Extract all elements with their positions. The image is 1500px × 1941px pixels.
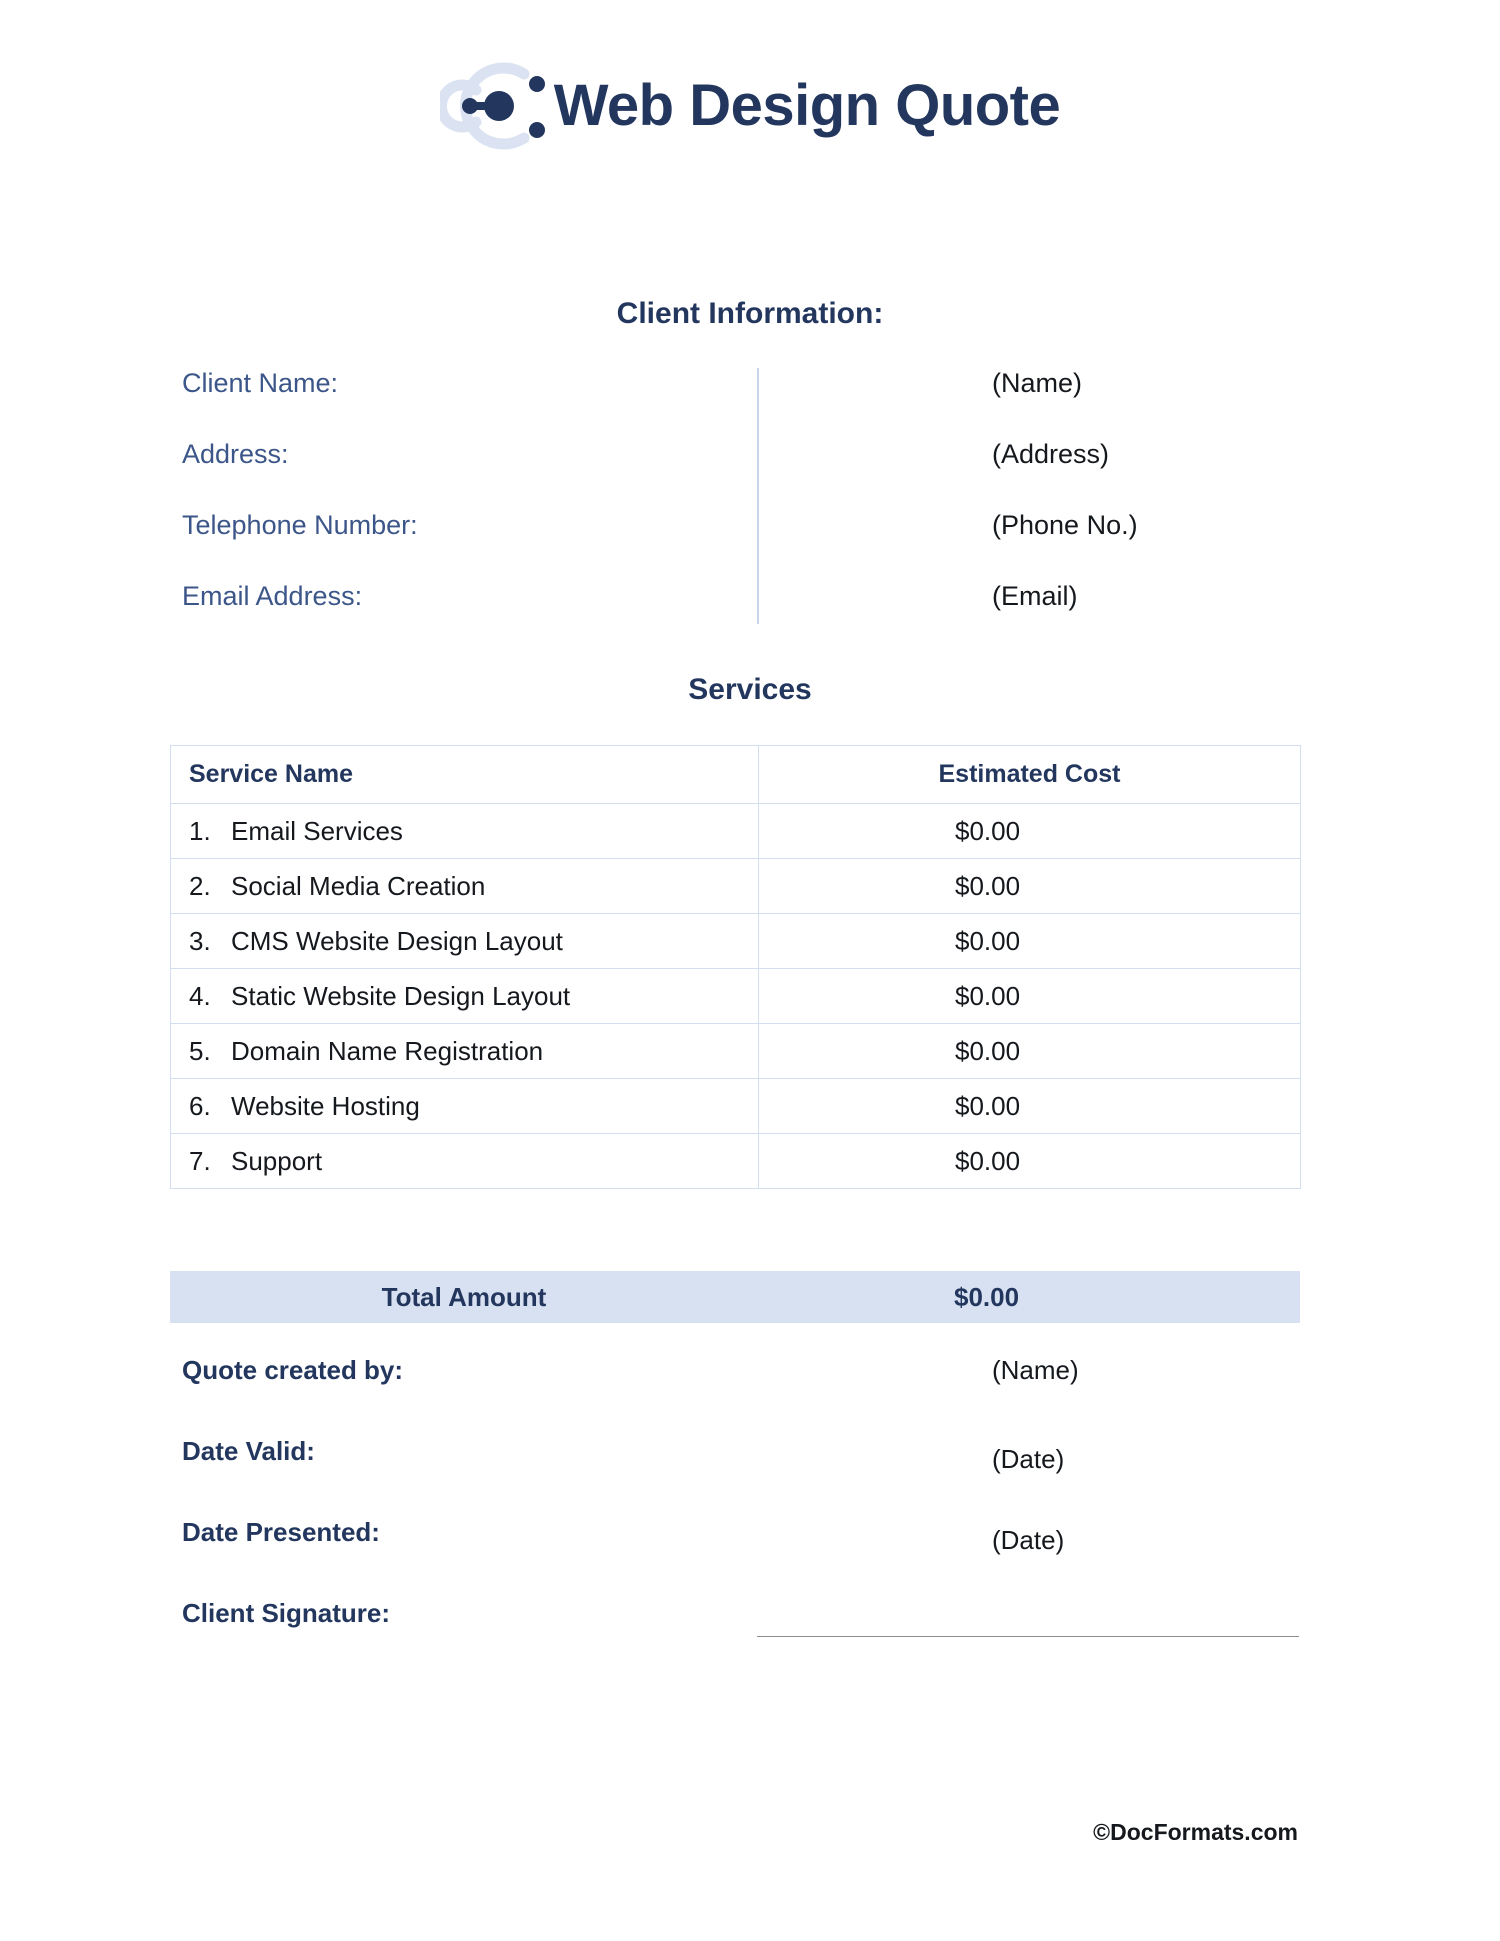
service-name-cell — [171, 969, 759, 1024]
total-amount-label: Total Amount — [381, 1281, 547, 1312]
date-presented-value[interactable]: (Date) — [992, 1525, 1065, 1555]
client-field-row — [182, 510, 1319, 581]
quote-created-by-label: Quote created by: — [182, 1355, 404, 1385]
footer-credit: ©DocFormats.com — [1093, 1819, 1298, 1845]
document-header — [0, 56, 1500, 156]
service-name-cell — [171, 1079, 759, 1134]
list-number: 1. — [189, 815, 211, 846]
service-name-cell — [171, 1024, 759, 1079]
service-cost-cell[interactable]: $0.00 — [759, 1134, 1301, 1189]
signoff-fields — [182, 1355, 1319, 1679]
column-header-estimated-cost: Estimated Cost — [759, 746, 1301, 804]
service-name-cell — [171, 859, 759, 914]
service-name-cell — [171, 1134, 759, 1189]
client-name-label: Client Name: — [182, 368, 339, 398]
services-heading: Services — [688, 673, 812, 706]
service-cost-cell[interactable]: $0.00 — [759, 969, 1301, 1024]
client-field-row — [182, 581, 1319, 652]
email-address-label: Email Address: — [182, 581, 363, 611]
service-cost-cell[interactable]: $0.00 — [759, 804, 1301, 859]
client-signature-label: Client Signature: — [182, 1598, 391, 1628]
quote-created-by-value[interactable]: (Name) — [992, 1355, 1079, 1385]
table-row — [171, 1024, 1301, 1079]
date-presented-label: Date Presented: — [182, 1517, 380, 1547]
telephone-number-label: Telephone Number: — [182, 510, 418, 540]
list-number: 6. — [189, 1090, 211, 1121]
client-signature-line[interactable] — [757, 1636, 1299, 1637]
page-title: Web Design Quote — [553, 73, 1061, 138]
service-name-text: Social Media Creation — [231, 870, 486, 901]
table-row — [171, 969, 1301, 1024]
service-cost-cell[interactable]: $0.00 — [759, 914, 1301, 969]
list-number: 4. — [189, 980, 211, 1011]
client-field-row — [182, 368, 1319, 439]
service-name-text: Static Website Design Layout — [231, 980, 571, 1011]
service-name-cell — [171, 914, 759, 969]
service-name-cell — [171, 804, 759, 859]
client-name-value[interactable]: (Name) — [992, 368, 1083, 398]
total-amount-value[interactable]: $0.00 — [954, 1281, 1020, 1312]
service-name-text: Website Hosting — [231, 1090, 420, 1121]
service-cost-cell[interactable]: $0.00 — [759, 859, 1301, 914]
list-number: 2. — [189, 870, 211, 901]
list-number: 7. — [189, 1145, 211, 1176]
client-field-row — [182, 439, 1319, 510]
service-name-text: Email Services — [231, 815, 403, 846]
service-name-text: Domain Name Registration — [231, 1035, 544, 1066]
table-row — [171, 859, 1301, 914]
table-row — [171, 804, 1301, 859]
address-value[interactable]: (Address) — [992, 439, 1110, 469]
table-row — [171, 1079, 1301, 1134]
service-cost-cell[interactable]: $0.00 — [759, 1079, 1301, 1134]
date-valid-value[interactable]: (Date) — [992, 1444, 1065, 1474]
client-information-heading: Client Information: — [616, 297, 884, 330]
total-amount-bar — [170, 1271, 1300, 1323]
service-cost-cell[interactable]: $0.00 — [759, 1024, 1301, 1079]
signoff-field-row — [182, 1355, 1319, 1436]
address-label: Address: — [182, 439, 289, 469]
table-row — [171, 914, 1301, 969]
services-table — [170, 745, 1301, 1189]
signoff-field-row — [182, 1517, 1319, 1598]
list-number: 3. — [189, 925, 211, 956]
date-valid-label: Date Valid: — [182, 1436, 315, 1466]
email-address-value[interactable]: (Email) — [992, 581, 1078, 611]
table-row — [171, 1134, 1301, 1189]
table-header-row — [171, 746, 1301, 804]
orbit-node-logo-icon — [440, 56, 552, 156]
signoff-field-row — [182, 1436, 1319, 1517]
telephone-number-value[interactable]: (Phone No.) — [992, 510, 1138, 540]
list-number: 5. — [189, 1035, 211, 1066]
service-name-text: Support — [231, 1145, 323, 1176]
column-header-service-name: Service Name — [171, 746, 759, 804]
service-name-text: CMS Website Design Layout — [231, 925, 563, 956]
signoff-field-row — [182, 1598, 1319, 1679]
client-information-fields — [182, 368, 1319, 652]
